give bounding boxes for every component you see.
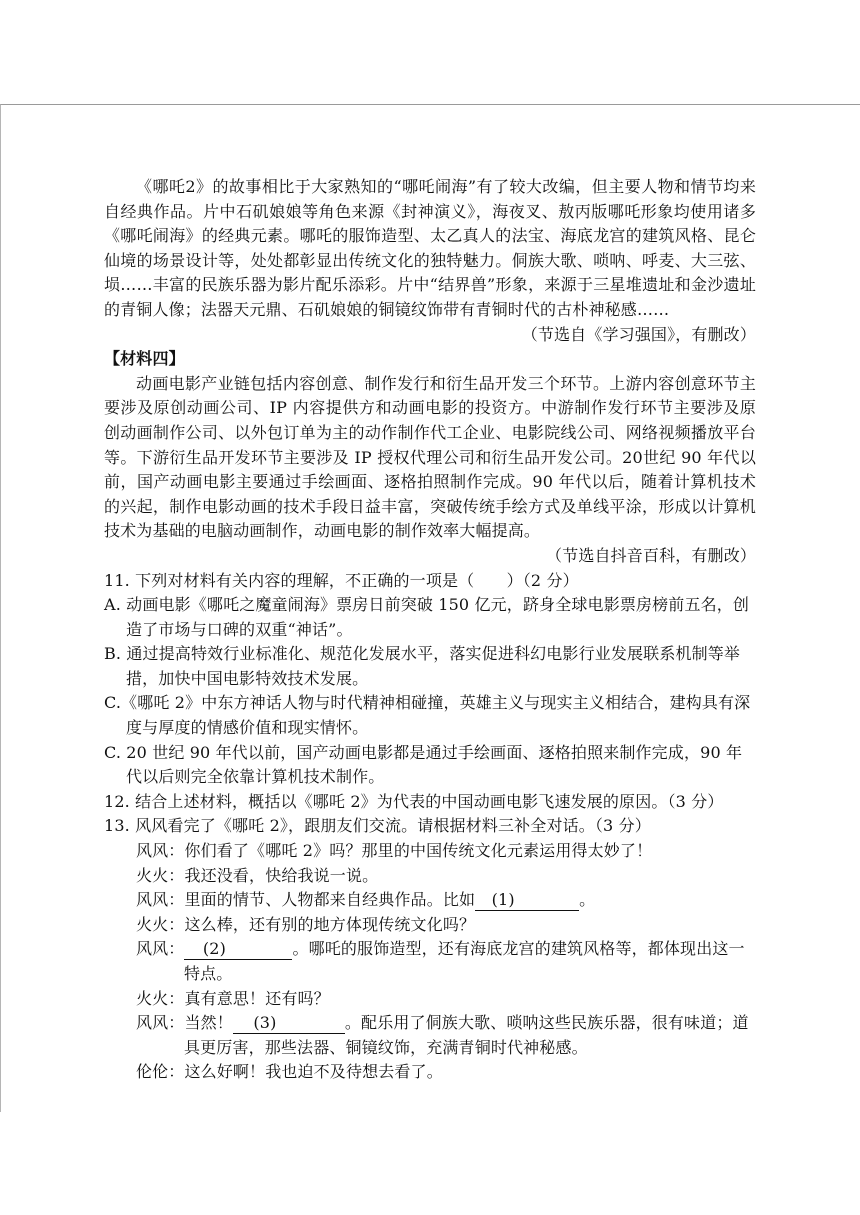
material3-source: （节选自《学习强国》，有删改） <box>521 324 756 344</box>
answer-blank-1[interactable]: (1) <box>475 890 579 911</box>
dialogue-text: 我还没看，快给我说一说。 <box>184 865 379 885</box>
exam-page <box>0 104 860 1112</box>
dialogue-text: 这么棒，还有别的地方体现传统文化吗？ <box>184 914 476 934</box>
dialogue-text: 真有意思！还有吗？ <box>184 988 330 1008</box>
dialogue-text: 你们看了《哪吒 2》吗？那里的中国传统文化元素运用得太妙了！ <box>184 841 653 861</box>
speaker: 火火： <box>136 865 185 885</box>
answer-blank-3[interactable]: (3) <box>233 1013 345 1034</box>
dialogue-line <box>104 888 756 913</box>
dialogue-line <box>104 937 756 986</box>
dialogue-line <box>104 839 756 864</box>
question-11-stem: 11. 下列对材料有关内容的理解，不正确的一项是（ ）（2 分） <box>104 570 579 590</box>
speaker: 风风： <box>136 939 185 959</box>
dialogue-line <box>104 987 756 1012</box>
question-12-stem: 12. 结合上述材料，概括以《哪吒 2》为代表的中国动画电影飞速发展的原因。（3 分） <box>104 791 724 811</box>
dialogue-text: 这么好啊！我也迫不及待想去看了。 <box>184 1062 443 1082</box>
dialogue-line <box>104 864 756 889</box>
question-11-option-a: A. 动画电影《哪吒之魔童闹海》票房日前突破 150 亿元，跻身全球电影票房榜前五名，创造了市场与口碑的双重“神话”。 <box>104 595 750 639</box>
page-content <box>104 175 756 1085</box>
dialogue-text: 。哪吒的服饰造型，还有海底龙宫的建筑风格等，都体现出这一特点。 <box>184 939 745 983</box>
dialogue-text: 当然！ <box>184 1013 233 1033</box>
material4-heading: 【材料四】 <box>104 349 185 369</box>
speaker: 伦伦： <box>136 1062 185 1082</box>
dialogue-text: 。 <box>579 890 596 910</box>
material3-paragraph: 《哪吒2》的故事相比于大家熟知的“哪吒闹海”有了较大改编，但主要人物和情节均来自经典作品。片中石矶娘娘等角色来源《封神演义》，海夜叉、敖丙版哪吒形象均使用诸多《哪吒闹海》的经典元素。哪吒的服饰造型、太乙真人的法宝、海底龙宫的建筑风格、昆仑仙境的场景设计等，处处都彰显出传统文化的独特魅力。侗族大歌、唢呐、呼麦、大三弦、埙……丰富的民族乐器为影片配乐添彩。片中“结界兽”形象，来源于三星堆遗址和金沙遗址的青铜人像；法器天元鼎、石矶娘娘的铜镜纹饰带有青铜时代的古朴神秘感…… <box>104 177 756 319</box>
dialogue-text: 。配乐用了侗族大歌、唢呐这些民族乐器，很有味道；道具更厉害，那些法器、铜镜纹饰，充满青铜时代神秘感。 <box>184 1013 749 1057</box>
dialogue-line <box>104 913 756 938</box>
question-11-option-c: C.《哪吒 2》中东方神话人物与时代精神相碰撞，英雄主义与现实主义相结合，建构具有深度与厚度的情感价值和现实情怀。 <box>104 693 751 738</box>
speaker: 火火： <box>136 914 185 934</box>
speaker: 风风： <box>136 841 185 861</box>
material4-source: （节选自抖音百科，有删改） <box>546 545 756 565</box>
dialogue-text: 里面的情节、人物都来自经典作品。比如 <box>184 890 476 910</box>
answer-blank-2[interactable]: (2) <box>184 939 292 960</box>
dialogue-line <box>104 1060 756 1085</box>
speaker: 火火： <box>136 988 185 1008</box>
speaker: 风风： <box>136 1013 185 1033</box>
question-11-option-b: B. 通过提高特效行业标准化、规范化发展水平，落实促进科幻电影行业发展联系机制等举措，加快中国电影特效技术发展。 <box>104 644 741 688</box>
speaker: 风风： <box>136 890 185 910</box>
material4-paragraph: 动画电影产业链包括内容创意、制作发行和衍生品开发三个环节。上游内容创意环节主要涉及原创动画公司、IP 内容提供方和动画电影的投资方。中游制作发行环节主要涉及原创动画制作公司、以外包订单为主的动作制作代工企业、电影院线公司、网络视频播放平台等。下游衍生品开发环节主要涉及 IP 授权代理公司和衍生品开发公司。20世纪 90 年代以前，国产动画电影主要通过手绘画面、逐格拍照制作完成。90 年代以后，随着计算机技术的兴起，制作电影动画的技术手段日益丰富，突破传统手绘方式及单线平涂，形成以计算机技术为基础的电脑动画制作，动画电影的制作效率大幅提高。 <box>104 373 756 541</box>
question-11-option-d: C. 20 世纪 90 年代以前，国产动画电影都是通过手绘画面、逐格拍照来制作完成，90 年代以后则完全依靠计算机技术制作。 <box>104 742 743 787</box>
dialogue <box>104 839 756 1085</box>
question-13-stem: 13. 风风看完了《哪吒 2》，跟朋友们交流。请根据材料三补全对话。（3 分） <box>104 816 651 836</box>
dialogue-line <box>104 1011 756 1060</box>
